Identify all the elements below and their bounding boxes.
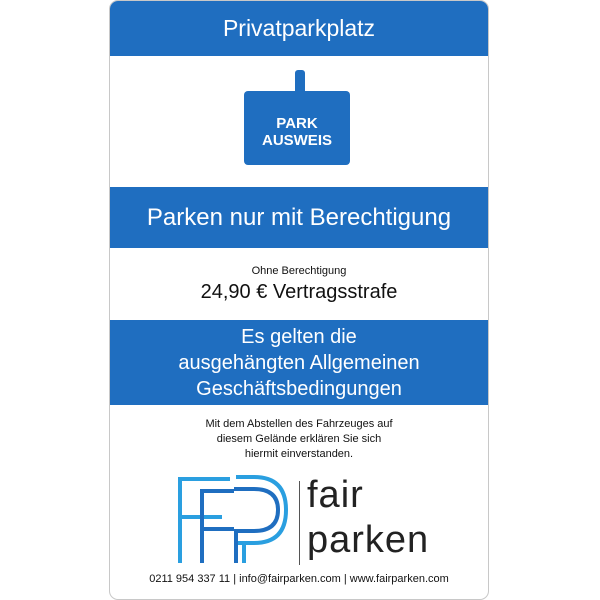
terms-line-3: Geschäftsbedingungen	[196, 377, 402, 400]
permit-line-2: AUSWEIS	[261, 132, 332, 149]
notice-band	[110, 187, 488, 248]
consent-line-3: hiermit einverstanden.	[244, 448, 354, 460]
brand-word-2: parken	[307, 519, 430, 561]
penalty-label: Ohne Berechtigung	[251, 265, 347, 277]
consent-line-2: diesem Gelände erklären Sie sich	[216, 433, 382, 445]
terms-line-1: Es gelten die	[241, 325, 357, 348]
sign-title: Privatparkplatz	[222, 15, 376, 41]
terms-line-2: ausgehängten Allgemeinen	[178, 351, 420, 374]
contact-line: 0211 954 337 11 | info@fairparken.com | www.fairparken.com	[149, 573, 449, 585]
permit-line-1: PARK	[276, 115, 318, 132]
fp-logo-icon	[174, 475, 292, 565]
parking-sign	[109, 0, 489, 600]
header-band	[110, 1, 488, 56]
brand-word-1: fair	[307, 474, 364, 516]
parking-permit-icon	[244, 91, 350, 165]
penalty-amount: 24,90 € Vertragsstrafe	[200, 281, 398, 303]
logo-divider	[299, 481, 300, 565]
brand-wordmark	[307, 473, 429, 563]
consent-text	[110, 417, 488, 462]
terms-band	[110, 320, 488, 405]
notice-text: Parken nur mit Berechtigung	[146, 203, 452, 231]
consent-line-1: Mit dem Abstellen des Fahrzeuges auf	[205, 418, 393, 430]
